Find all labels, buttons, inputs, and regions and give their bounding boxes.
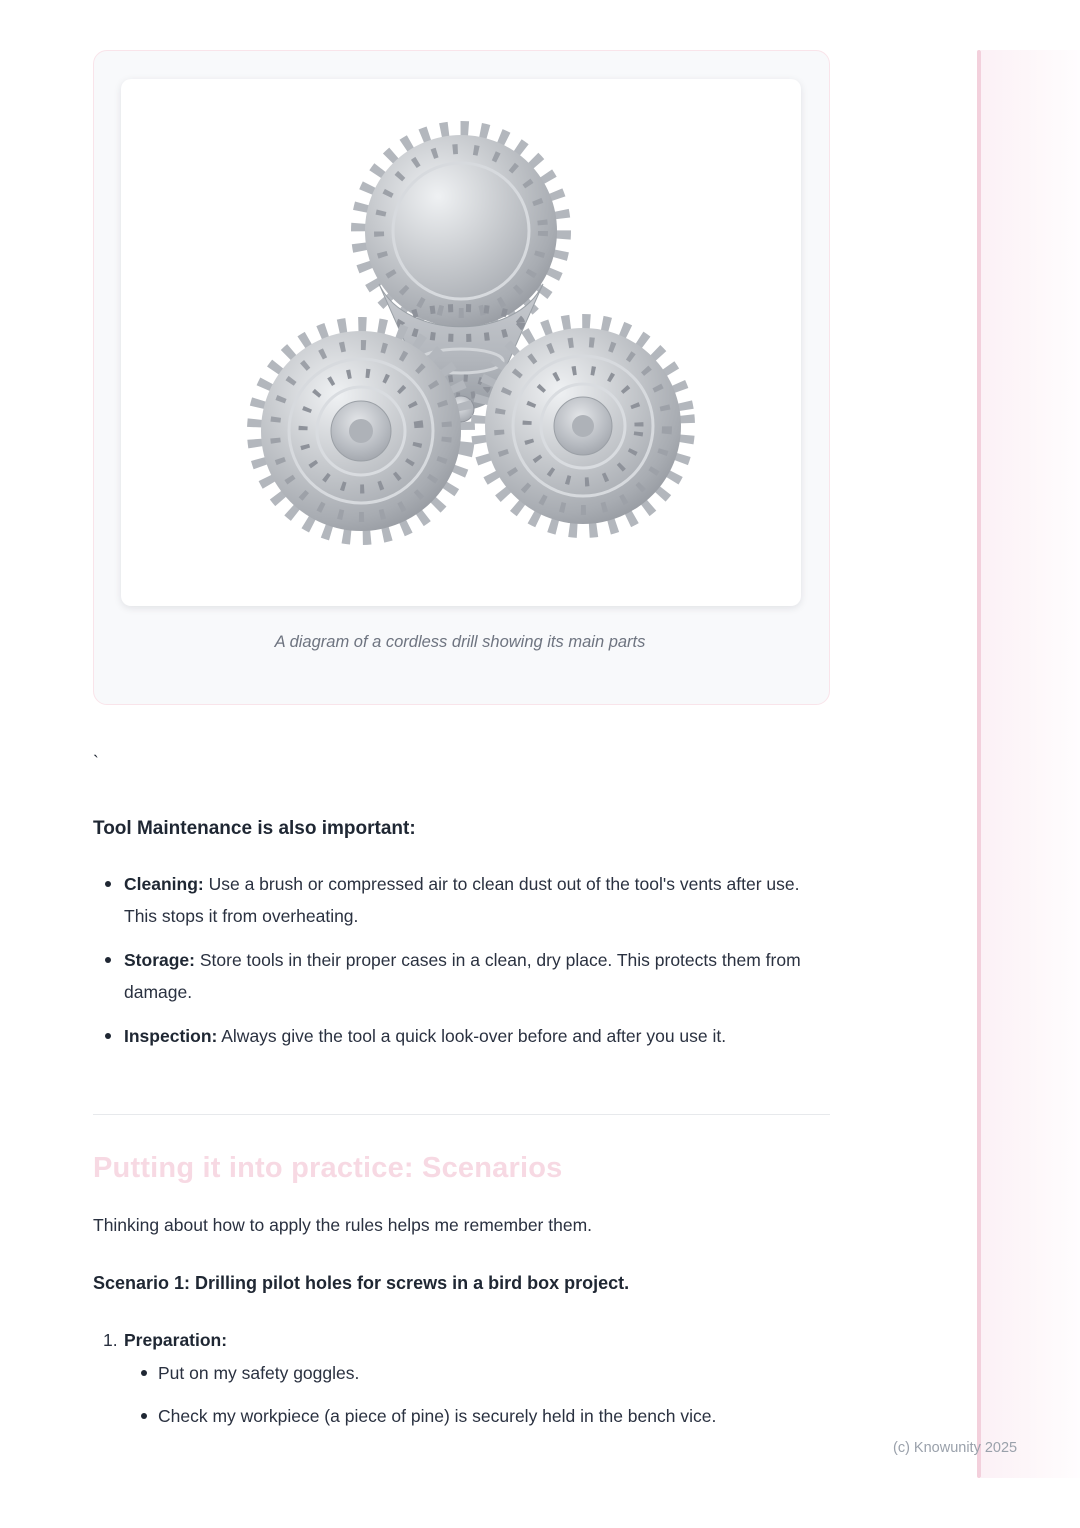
drill-bit-image bbox=[121, 79, 801, 606]
step-number: 1. bbox=[103, 1330, 118, 1350]
step-label: Preparation: bbox=[124, 1330, 228, 1350]
watermark: (c) Knowunity 2025 bbox=[893, 1440, 1018, 1456]
substep-item bbox=[124, 1400, 830, 1432]
substep-item bbox=[124, 1357, 830, 1389]
right-accent-line bbox=[977, 50, 981, 1478]
maintenance-item-storage bbox=[93, 944, 830, 1008]
maintenance-item-label: Inspection: bbox=[124, 1026, 218, 1046]
practice-intro: Thinking about how to apply the rules helps me remember them. bbox=[93, 1215, 593, 1235]
maintenance-item-cleaning bbox=[93, 868, 830, 932]
maintenance-heading: Tool Maintenance is also important: bbox=[93, 818, 416, 839]
figure-card bbox=[93, 50, 830, 705]
practice-heading: Putting it into practice: Scenarios bbox=[93, 1152, 563, 1184]
maintenance-item-label: Storage: bbox=[124, 950, 195, 970]
section-divider bbox=[93, 1114, 830, 1115]
substep-text: Check my workpiece (a piece of pine) is securely held in the bench vice. bbox=[158, 1406, 717, 1426]
maintenance-item-text: Use a brush or compressed air to clean dust out of the tool's vents after use. This stops it from overheating. bbox=[124, 874, 800, 926]
substep-text: Put on my safety goggles. bbox=[158, 1363, 360, 1383]
substep-list bbox=[124, 1357, 830, 1432]
figure-caption: A diagram of a cordless drill showing its main parts bbox=[274, 633, 646, 651]
scenario-steps bbox=[93, 1324, 830, 1443]
maintenance-item-label: Cleaning: bbox=[124, 874, 204, 894]
maintenance-item-inspection bbox=[93, 1020, 830, 1052]
stray-backtick: ` bbox=[93, 752, 99, 772]
right-accent-band bbox=[981, 50, 1080, 1478]
maintenance-item-text: Always give the tool a quick look-over before and after you use it. bbox=[221, 1026, 727, 1046]
maintenance-item-text: Store tools in their proper cases in a clean, dry place. This protects them from damage. bbox=[124, 950, 801, 1002]
drill-bit-graphic bbox=[121, 79, 801, 606]
scenario-title: Scenario 1: Drilling pilot holes for screws in a bird box project. bbox=[93, 1273, 630, 1293]
step-item-preparation bbox=[93, 1324, 830, 1432]
document-content bbox=[93, 0, 830, 1528]
maintenance-list bbox=[93, 868, 830, 1064]
